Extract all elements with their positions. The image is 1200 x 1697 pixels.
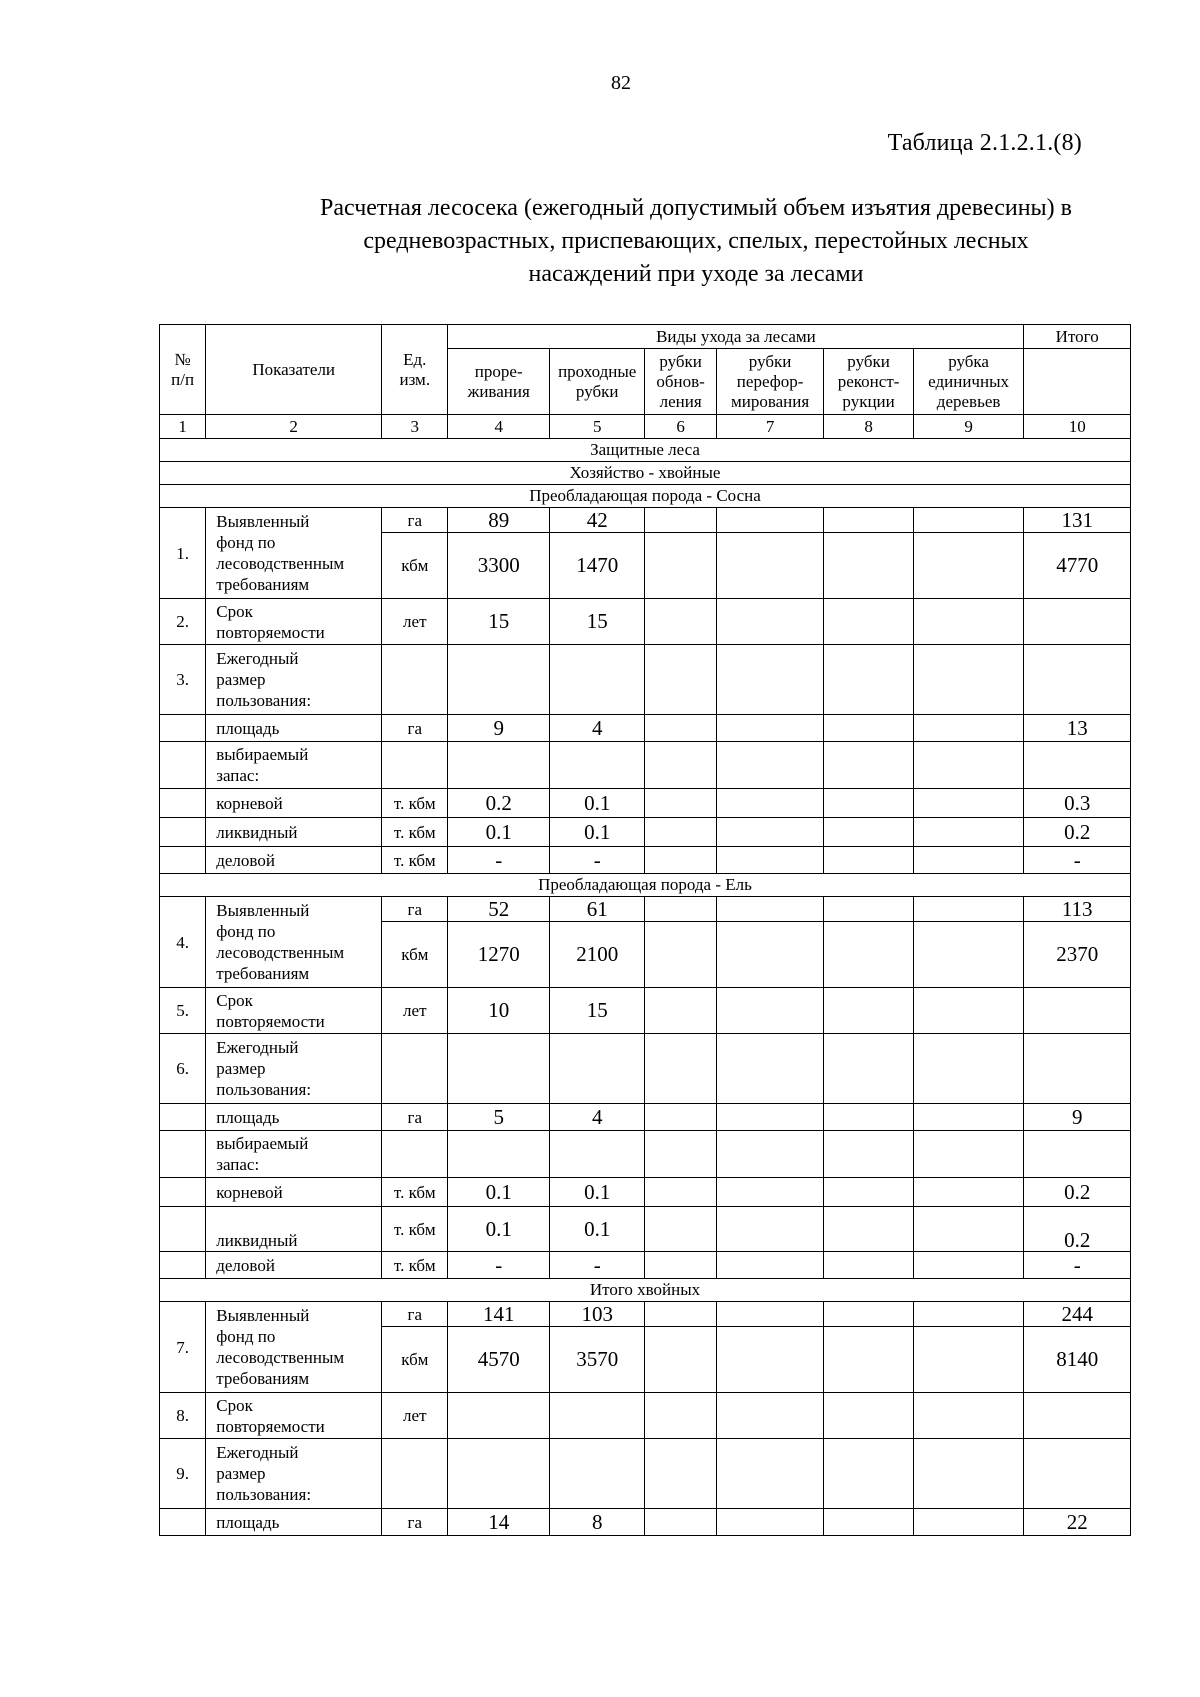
unit-cell: га	[382, 897, 448, 922]
empty-cell	[1024, 1131, 1131, 1178]
unit-cell: т. кбм	[382, 818, 448, 847]
empty-cell	[824, 1393, 913, 1439]
empty-cell	[824, 533, 913, 599]
empty-cell	[913, 1327, 1024, 1393]
empty-cell	[913, 847, 1024, 874]
row-label-annual: Ежегодный размер пользования:	[206, 1034, 382, 1104]
empty-cell	[645, 1131, 716, 1178]
value-cell: 0.2	[448, 789, 550, 818]
row-label-liquid: ликвидный	[206, 1207, 382, 1252]
empty-cell	[913, 818, 1024, 847]
row-label-harvest: выбираемый запас:	[206, 1131, 382, 1178]
header-type-reconstruction: рубки реконст- рукции	[824, 349, 913, 415]
value-cell: 8140	[1024, 1327, 1131, 1393]
unit-cell: т. кбм	[382, 1207, 448, 1252]
empty-cell	[824, 1252, 913, 1279]
empty-cell	[824, 742, 913, 789]
empty-cell	[382, 1034, 448, 1104]
empty-cell	[160, 715, 206, 742]
empty-cell	[160, 1509, 206, 1536]
row-label-business: деловой	[206, 847, 382, 874]
empty-cell	[645, 1104, 716, 1131]
value-cell: 0.3	[1024, 789, 1131, 818]
column-number: 5	[549, 415, 644, 439]
empty-cell	[824, 922, 913, 988]
empty-cell	[645, 1252, 716, 1279]
empty-cell	[549, 1439, 644, 1509]
empty-cell	[549, 645, 644, 715]
title-line: насаждений при уходе за лесами	[528, 261, 864, 287]
column-number: 10	[1024, 415, 1131, 439]
unit-cell: т. кбм	[382, 1252, 448, 1279]
value-cell: 244	[1024, 1302, 1131, 1327]
empty-cell	[716, 897, 824, 922]
value-cell: 0.1	[448, 1178, 550, 1207]
value-cell: 9	[1024, 1104, 1131, 1131]
empty-cell	[913, 715, 1024, 742]
empty-cell	[716, 742, 824, 789]
empty-cell	[549, 1393, 644, 1439]
empty-cell	[824, 818, 913, 847]
empty-cell	[716, 1302, 824, 1327]
title-line: средневозрастных, приспевающих, спелых, перестойных лесных	[363, 228, 1029, 254]
empty-cell	[382, 742, 448, 789]
row-label-fund: Выявленный фонд по лесоводственным требованиям	[206, 508, 382, 599]
value-cell: 15	[448, 599, 550, 645]
empty-cell	[913, 1034, 1024, 1104]
empty-cell	[382, 645, 448, 715]
empty-cell	[913, 1104, 1024, 1131]
empty-cell	[645, 1327, 716, 1393]
empty-cell	[824, 1439, 913, 1509]
empty-cell	[913, 1207, 1024, 1252]
empty-cell	[913, 1131, 1024, 1178]
header-type-thinning: проре- живания	[448, 349, 550, 415]
value-cell: -	[1024, 1252, 1131, 1279]
empty-cell	[382, 1439, 448, 1509]
empty-cell	[645, 922, 716, 988]
empty-cell	[645, 1509, 716, 1536]
empty-cell	[913, 988, 1024, 1034]
section-pine: Преобладающая порода - Сосна	[160, 485, 1131, 508]
empty-cell	[448, 645, 550, 715]
empty-cell	[824, 1207, 913, 1252]
value-cell: 0.1	[448, 1207, 550, 1252]
row-label-root: корневой	[206, 1178, 382, 1207]
value-cell: 4	[549, 1104, 644, 1131]
empty-cell	[716, 533, 824, 599]
empty-cell	[645, 715, 716, 742]
value-cell: 0.2	[1024, 1207, 1131, 1252]
value-cell: 10	[448, 988, 550, 1034]
value-cell: 15	[549, 599, 644, 645]
row-label-fund: Выявленный фонд по лесоводственным требованиям	[206, 897, 382, 988]
header-unit: Ед. изм.	[382, 325, 448, 415]
value-cell: 2100	[549, 922, 644, 988]
empty-cell	[645, 533, 716, 599]
value-cell: 3300	[448, 533, 550, 599]
header-care-types: Виды ухода за лесами	[448, 325, 1024, 349]
empty-cell	[913, 533, 1024, 599]
column-number: 9	[913, 415, 1024, 439]
row-number: 2.	[160, 599, 206, 645]
unit-cell: т. кбм	[382, 789, 448, 818]
empty-cell	[824, 1104, 913, 1131]
empty-cell	[549, 1131, 644, 1178]
empty-cell	[645, 847, 716, 874]
empty-cell	[716, 818, 824, 847]
row-label-period: Срок повторяемости	[206, 599, 382, 645]
empty-cell	[549, 742, 644, 789]
empty-cell	[913, 599, 1024, 645]
unit-cell: га	[382, 508, 448, 533]
empty-cell	[824, 1327, 913, 1393]
empty-cell	[645, 1302, 716, 1327]
row-label-liquid: ликвидный	[206, 818, 382, 847]
empty-cell	[645, 742, 716, 789]
row-label-area: площадь	[206, 1104, 382, 1131]
empty-cell	[716, 1252, 824, 1279]
empty-cell	[913, 1302, 1024, 1327]
empty-cell	[160, 1104, 206, 1131]
unit-cell: га	[382, 715, 448, 742]
empty-cell	[1024, 1034, 1131, 1104]
column-number: 8	[824, 415, 913, 439]
header-total: Итого	[1024, 325, 1131, 349]
empty-cell	[160, 1207, 206, 1252]
title-line: Расчетная лесосека (ежегодный допустимый объем изъятия древесины) в	[320, 195, 1072, 221]
empty-cell	[716, 1104, 824, 1131]
unit-cell: лет	[382, 988, 448, 1034]
empty-cell	[160, 742, 206, 789]
empty-cell	[913, 897, 1024, 922]
header-total-blank	[1024, 349, 1131, 415]
harvest-table	[159, 324, 1131, 1536]
value-cell: 0.1	[549, 789, 644, 818]
empty-cell	[448, 1439, 550, 1509]
row-label-root: корневой	[206, 789, 382, 818]
value-cell: 113	[1024, 897, 1131, 922]
empty-cell	[448, 1131, 550, 1178]
empty-cell	[1024, 742, 1131, 789]
empty-cell	[716, 847, 824, 874]
empty-cell	[160, 1131, 206, 1178]
empty-cell	[645, 1207, 716, 1252]
row-number: 7.	[160, 1302, 206, 1393]
empty-cell	[716, 789, 824, 818]
page-number: 82	[611, 72, 631, 94]
row-number: 8.	[160, 1393, 206, 1439]
unit-cell: кбм	[382, 533, 448, 599]
row-label-annual: Ежегодный размер пользования:	[206, 1439, 382, 1509]
empty-cell	[160, 847, 206, 874]
section-farm-conifer: Хозяйство - хвойные	[160, 462, 1131, 485]
row-number: 4.	[160, 897, 206, 988]
empty-cell	[716, 1131, 824, 1178]
empty-cell	[716, 599, 824, 645]
empty-cell	[824, 1034, 913, 1104]
unit-cell: га	[382, 1104, 448, 1131]
empty-cell	[160, 789, 206, 818]
empty-cell	[645, 508, 716, 533]
empty-cell	[716, 1207, 824, 1252]
empty-cell	[824, 1131, 913, 1178]
empty-cell	[716, 1327, 824, 1393]
row-label-area: площадь	[206, 715, 382, 742]
value-cell: 0.2	[1024, 818, 1131, 847]
header-indicators: Показатели	[206, 325, 382, 415]
value-cell: 0.2	[1024, 1178, 1131, 1207]
empty-cell	[448, 1393, 550, 1439]
value-cell: 0.1	[549, 1178, 644, 1207]
value-cell: 13	[1024, 715, 1131, 742]
empty-cell	[645, 988, 716, 1034]
empty-cell	[1024, 1393, 1131, 1439]
value-cell: 14	[448, 1509, 550, 1536]
section-protective-forests: Защитные леса	[160, 439, 1131, 462]
value-cell: 4770	[1024, 533, 1131, 599]
header-type-single-trees: рубка единичных деревьев	[913, 349, 1024, 415]
value-cell: 52	[448, 897, 550, 922]
empty-cell	[913, 922, 1024, 988]
value-cell: 103	[549, 1302, 644, 1327]
value-cell: -	[448, 1252, 550, 1279]
value-cell: 15	[549, 988, 644, 1034]
unit-cell: кбм	[382, 1327, 448, 1393]
row-label-fund: Выявленный фонд по лесоводственным требованиям	[206, 1302, 382, 1393]
unit-cell: т. кбм	[382, 847, 448, 874]
empty-cell	[824, 1509, 913, 1536]
row-number: 5.	[160, 988, 206, 1034]
empty-cell	[824, 715, 913, 742]
empty-cell	[824, 847, 913, 874]
value-cell: 42	[549, 508, 644, 533]
empty-cell	[716, 1034, 824, 1104]
empty-cell	[913, 789, 1024, 818]
header-type-reformation: рубки перефор- мирования	[716, 349, 824, 415]
column-number: 3	[382, 415, 448, 439]
empty-cell	[913, 1439, 1024, 1509]
value-cell: 141	[448, 1302, 550, 1327]
value-cell: 4	[549, 715, 644, 742]
column-number: 2	[206, 415, 382, 439]
empty-cell	[824, 897, 913, 922]
row-label-area: площадь	[206, 1509, 382, 1536]
empty-cell	[716, 715, 824, 742]
empty-cell	[1024, 988, 1131, 1034]
value-cell: 2370	[1024, 922, 1131, 988]
unit-cell: га	[382, 1509, 448, 1536]
empty-cell	[824, 988, 913, 1034]
empty-cell	[913, 508, 1024, 533]
empty-cell	[913, 1509, 1024, 1536]
value-cell: 131	[1024, 508, 1131, 533]
empty-cell	[1024, 1439, 1131, 1509]
unit-cell: га	[382, 1302, 448, 1327]
empty-cell	[824, 789, 913, 818]
empty-cell	[913, 1178, 1024, 1207]
empty-cell	[913, 742, 1024, 789]
empty-cell	[382, 1131, 448, 1178]
empty-cell	[645, 645, 716, 715]
value-cell: 5	[448, 1104, 550, 1131]
empty-cell	[1024, 599, 1131, 645]
value-cell: 3570	[549, 1327, 644, 1393]
empty-cell	[913, 645, 1024, 715]
value-cell: -	[549, 1252, 644, 1279]
value-cell: 0.1	[549, 1207, 644, 1252]
unit-cell: кбм	[382, 922, 448, 988]
empty-cell	[716, 508, 824, 533]
row-number: 3.	[160, 645, 206, 715]
empty-cell	[716, 988, 824, 1034]
empty-cell	[645, 897, 716, 922]
empty-cell	[645, 1439, 716, 1509]
value-cell: 61	[549, 897, 644, 922]
value-cell: 9	[448, 715, 550, 742]
empty-cell	[160, 818, 206, 847]
section-spruce: Преобладающая порода - Ель	[160, 874, 1131, 897]
value-cell: 4570	[448, 1327, 550, 1393]
document-title	[150, 192, 1200, 291]
empty-cell	[824, 508, 913, 533]
empty-cell	[716, 1509, 824, 1536]
value-cell: -	[549, 847, 644, 874]
row-label-annual: Ежегодный размер пользования:	[206, 645, 382, 715]
unit-cell: т. кбм	[382, 1178, 448, 1207]
empty-cell	[645, 1393, 716, 1439]
unit-cell: лет	[382, 599, 448, 645]
row-number: 1.	[160, 508, 206, 599]
empty-cell	[824, 1302, 913, 1327]
empty-cell	[716, 922, 824, 988]
empty-cell	[913, 1252, 1024, 1279]
empty-cell	[160, 1178, 206, 1207]
value-cell: 0.1	[448, 818, 550, 847]
section-total-conifer: Итого хвойных	[160, 1279, 1131, 1302]
empty-cell	[824, 1178, 913, 1207]
header-type-renewal: рубки обнов- ления	[645, 349, 716, 415]
empty-cell	[645, 599, 716, 645]
value-cell: 8	[549, 1509, 644, 1536]
empty-cell	[913, 1393, 1024, 1439]
empty-cell	[824, 645, 913, 715]
empty-cell	[645, 818, 716, 847]
empty-cell	[716, 645, 824, 715]
value-cell: -	[448, 847, 550, 874]
row-label-harvest: выбираемый запас:	[206, 742, 382, 789]
row-label-period: Срок повторяемости	[206, 1393, 382, 1439]
empty-cell	[716, 1393, 824, 1439]
row-number: 6.	[160, 1034, 206, 1104]
empty-cell	[549, 1034, 644, 1104]
empty-cell	[645, 1178, 716, 1207]
column-number: 7	[716, 415, 824, 439]
unit-cell: лет	[382, 1393, 448, 1439]
value-cell: -	[1024, 847, 1131, 874]
column-number: 4	[448, 415, 550, 439]
value-cell: 0.1	[549, 818, 644, 847]
header-no: № п/п	[160, 325, 206, 415]
header-type-passage: проходные рубки	[549, 349, 644, 415]
value-cell: 1470	[549, 533, 644, 599]
value-cell: 1270	[448, 922, 550, 988]
column-number: 6	[645, 415, 716, 439]
row-number: 9.	[160, 1439, 206, 1509]
empty-cell	[716, 1439, 824, 1509]
empty-cell	[716, 1178, 824, 1207]
value-cell: 22	[1024, 1509, 1131, 1536]
empty-cell	[448, 742, 550, 789]
empty-cell	[1024, 645, 1131, 715]
empty-cell	[645, 789, 716, 818]
empty-cell	[645, 1034, 716, 1104]
empty-cell	[160, 1252, 206, 1279]
row-label-period: Срок повторяемости	[206, 988, 382, 1034]
empty-cell	[448, 1034, 550, 1104]
empty-cell	[824, 599, 913, 645]
value-cell: 89	[448, 508, 550, 533]
table-number: Таблица 2.1.2.1.(8)	[887, 130, 1082, 156]
column-number: 1	[160, 415, 206, 439]
row-label-business: деловой	[206, 1252, 382, 1279]
